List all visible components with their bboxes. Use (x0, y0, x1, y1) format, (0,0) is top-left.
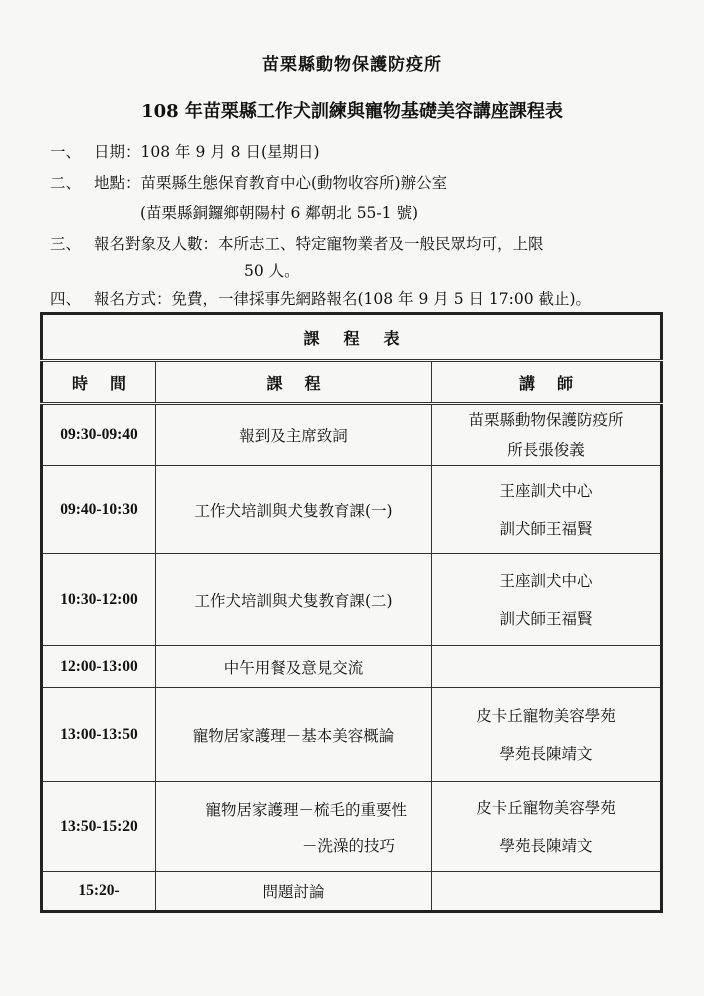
info-location-address: (苗栗縣銅鑼鄉朝陽村 6 鄰朝北 55-1 號) (140, 204, 418, 222)
course-cell (156, 782, 432, 872)
info-registration-number: 四、 (50, 290, 82, 308)
instructor-cell (432, 872, 662, 912)
instructor-line: 所長張俊義 (507, 441, 585, 459)
instructor-cell (432, 404, 662, 466)
info-eligibility-text: 報名對象及人數：本所志工、特定寵物業者及一般民眾均可，上限 (94, 235, 544, 253)
instructor-cell (432, 554, 662, 646)
table-row (42, 554, 662, 646)
instructor-line: 王座訓犬中心 (499, 481, 593, 500)
info-location-number: 二、 (50, 174, 82, 192)
course-cell: 工作犬培訓與犬隻教育課(二) (156, 554, 432, 646)
table-row (42, 872, 662, 912)
schedule-title: 課程表 (42, 314, 662, 361)
column-header-time (42, 361, 156, 404)
course-line: 寵物居家護理－梳毛的重要性 (205, 800, 407, 819)
info-registration (50, 287, 591, 309)
info-location (50, 171, 447, 193)
table-row (42, 782, 662, 872)
time-cell: 09:30-09:40 (42, 404, 156, 466)
info-registration-text: 報名方式：免費，一律採事先網路報名(108 年 9 月 5 日 17:00 截止)。 (94, 290, 592, 308)
course-cell: 工作犬培訓與犬隻教育課(一) (156, 466, 432, 554)
time-cell: 09:40-10:30 (42, 466, 156, 554)
instructor-line: 訓犬師王福賢 (499, 519, 593, 538)
column-header-instructor-label: 講師 (519, 373, 596, 393)
course-cell: 問題討論 (156, 872, 432, 912)
course-cell: 中午用餐及意見交流 (156, 646, 432, 688)
course-line: －洗澡的技巧 (301, 836, 395, 855)
course-cell: 報到及主席致詞 (156, 404, 432, 466)
column-header-course-label: 課程 (266, 373, 343, 393)
document-title: 108 年苗栗縣工作犬訓練與寵物基礎美容講座課程表 (141, 101, 563, 122)
column-header-time-label: 時間 (71, 373, 148, 393)
instructor-line: 皮卡丘寵物美容學苑 (476, 706, 616, 725)
info-location-text: 地點：苗栗縣生態保育教育中心(動物收容所)辦公室 (94, 174, 448, 192)
info-date-number: 一、 (50, 143, 82, 161)
time-cell: 13:00-13:50 (42, 688, 156, 782)
instructor-cell (432, 688, 662, 782)
info-eligibility-number: 三、 (50, 235, 82, 253)
instructor-cell (432, 466, 662, 554)
instructor-line: 學苑長陳靖文 (499, 744, 593, 763)
table-row (42, 646, 662, 688)
column-header-instructor (432, 361, 662, 404)
time-cell: 15:20- (42, 872, 156, 912)
instructor-cell (432, 782, 662, 872)
instructor-line: 皮卡丘寵物美容學苑 (476, 798, 616, 817)
schedule-table (40, 312, 663, 913)
table-row (42, 688, 662, 782)
course-cell: 寵物居家護理－基本美容概論 (156, 688, 432, 782)
info-eligibility-cont: 50 人。 (244, 262, 300, 280)
instructor-cell (432, 646, 662, 688)
instructor-line: 王座訓犬中心 (499, 571, 593, 590)
schedule-title-row (42, 314, 662, 361)
info-eligibility (50, 232, 544, 254)
info-date (50, 140, 320, 162)
column-header-course (156, 361, 432, 404)
table-row (42, 466, 662, 554)
info-date-text: 日期：108 年 9 月 8 日(星期日) (94, 143, 320, 161)
organization-name: 苗栗縣動物保護防疫所 (262, 55, 442, 75)
instructor-line: 苗栗縣動物保護防疫所 (468, 411, 624, 429)
time-cell: 12:00-13:00 (42, 646, 156, 688)
table-row (42, 404, 662, 466)
time-cell: 10:30-12:00 (42, 554, 156, 646)
instructor-line: 學苑長陳靖文 (499, 836, 593, 855)
instructor-line: 訓犬師王福賢 (499, 609, 593, 628)
column-header-row (42, 361, 662, 404)
time-cell: 13:50-15:20 (42, 782, 156, 872)
